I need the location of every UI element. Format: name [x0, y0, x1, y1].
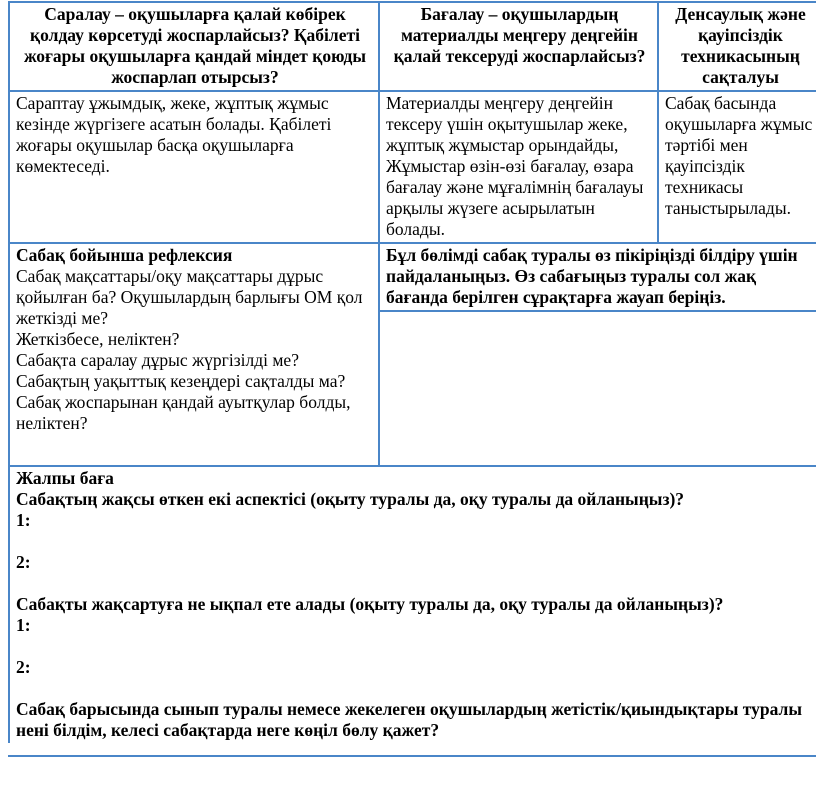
header-assessment-text: Бағалау – оқушылардың материалды меңгеру деңгейін қалай тексеруді жоспарлайсыз? — [393, 4, 646, 66]
reflection-cell — [9, 243, 379, 466]
header-safety — [658, 2, 816, 91]
safety-cell — [658, 91, 816, 243]
header-differentiation-text: Саралау – оқушыларға қалай көбірек қолдау көрсетуді жоспарлайсыз? Қабілеті жоғары оқушыларға қандай міндет қоюды жоспарлап отырсыз? — [23, 4, 367, 87]
reflection-question-5: Сабақ жоспарынан қандай ауытқулар болды, неліктен? — [16, 392, 351, 433]
spacer — [16, 531, 816, 552]
reflection-row — [9, 243, 816, 311]
table-bottom-border — [8, 755, 816, 757]
overall-q2-item-1: 1: — [16, 615, 31, 635]
header-assessment — [379, 2, 658, 91]
lesson-plan-table — [8, 1, 816, 743]
safety-text: Сабақ басында оқушыларға жұмыс тәртібі мен қауіпсіздік техникасы таныстырылады. — [665, 93, 813, 218]
overall-q1-item-1: 1: — [16, 510, 31, 530]
content-row — [9, 91, 816, 243]
overall-question-2: Сабақты жақсартуға не ықпал ете алады (оқыту туралы да, оқу туралы да ойланыңыз)? — [16, 594, 724, 614]
reflection-instruction: Бұл бөлімді сабақ туралы өз пікіріңізді білдіру үшін пайдаланыңыз. Өз сабағыңыз туралы сол жақ бағанда берілген сұрақтарға жауап беріңіз. — [386, 245, 798, 307]
differentiation-cell — [9, 91, 379, 243]
differentiation-text: Сараптау ұжымдық, жеке, жұптық жұмыс кезінде жүргізеге асатын болады. Қабілеті жоғары оқушылар басқа оқушыларға көмектеседі. — [16, 93, 332, 176]
spacer — [16, 636, 816, 657]
spacer — [16, 678, 816, 699]
reflection-instruction-cell — [379, 243, 816, 311]
reflection-question-3: Сабақта саралау дұрыс жүргізілді ме? — [16, 350, 299, 370]
header-differentiation — [9, 2, 379, 91]
overall-question-3: Сабақ барысында сынып туралы немесе жекелеген оқушылардың жетістік/қиындықтары туралы нені білдім, келесі сабақтарда неге көңіл бөлу қажет? — [16, 699, 803, 740]
overall-question-1: Сабақтың жақсы өткен екі аспектісі (оқыту туралы да, оқу туралы да ойланыңыз)? — [16, 489, 685, 509]
overall-title: Жалпы баға — [16, 468, 114, 488]
reflection-question-1: Сабақ мақсаттары/оқу мақсаттары дұрыс қойылған ба? Оқушылардың барлығы ОМ қол жеткізді ме? — [16, 266, 363, 328]
spacer — [16, 573, 816, 594]
overall-q2-item-2: 2: — [16, 657, 31, 677]
overall-q1-item-2: 2: — [16, 552, 31, 572]
header-row — [9, 2, 816, 91]
header-safety-text: Денсаулық және қауіпсіздік техникасының сақталуы — [675, 4, 806, 87]
reflection-answer-cell[interactable] — [379, 311, 816, 466]
overall-cell — [9, 466, 816, 743]
reflection-question-2: Жеткізбесе, неліктен? — [16, 329, 180, 349]
reflection-question-4: Сабақтың уақыттық кезеңдері сақталды ма? — [16, 371, 346, 391]
reflection-title: Сабақ бойынша рефлексия — [16, 245, 233, 265]
assessment-text: Материалды меңгеру деңгейін тексеру үшін оқытушылар жеке, жұптық жұмыстар орындайды, Жұмыстар өзін-өзі бағалау, өзара бағалау және мұғалімнің бағалауы арқылы жүзеге асырылатын болады. — [386, 93, 644, 239]
overall-row — [9, 466, 816, 743]
assessment-cell — [379, 91, 658, 243]
